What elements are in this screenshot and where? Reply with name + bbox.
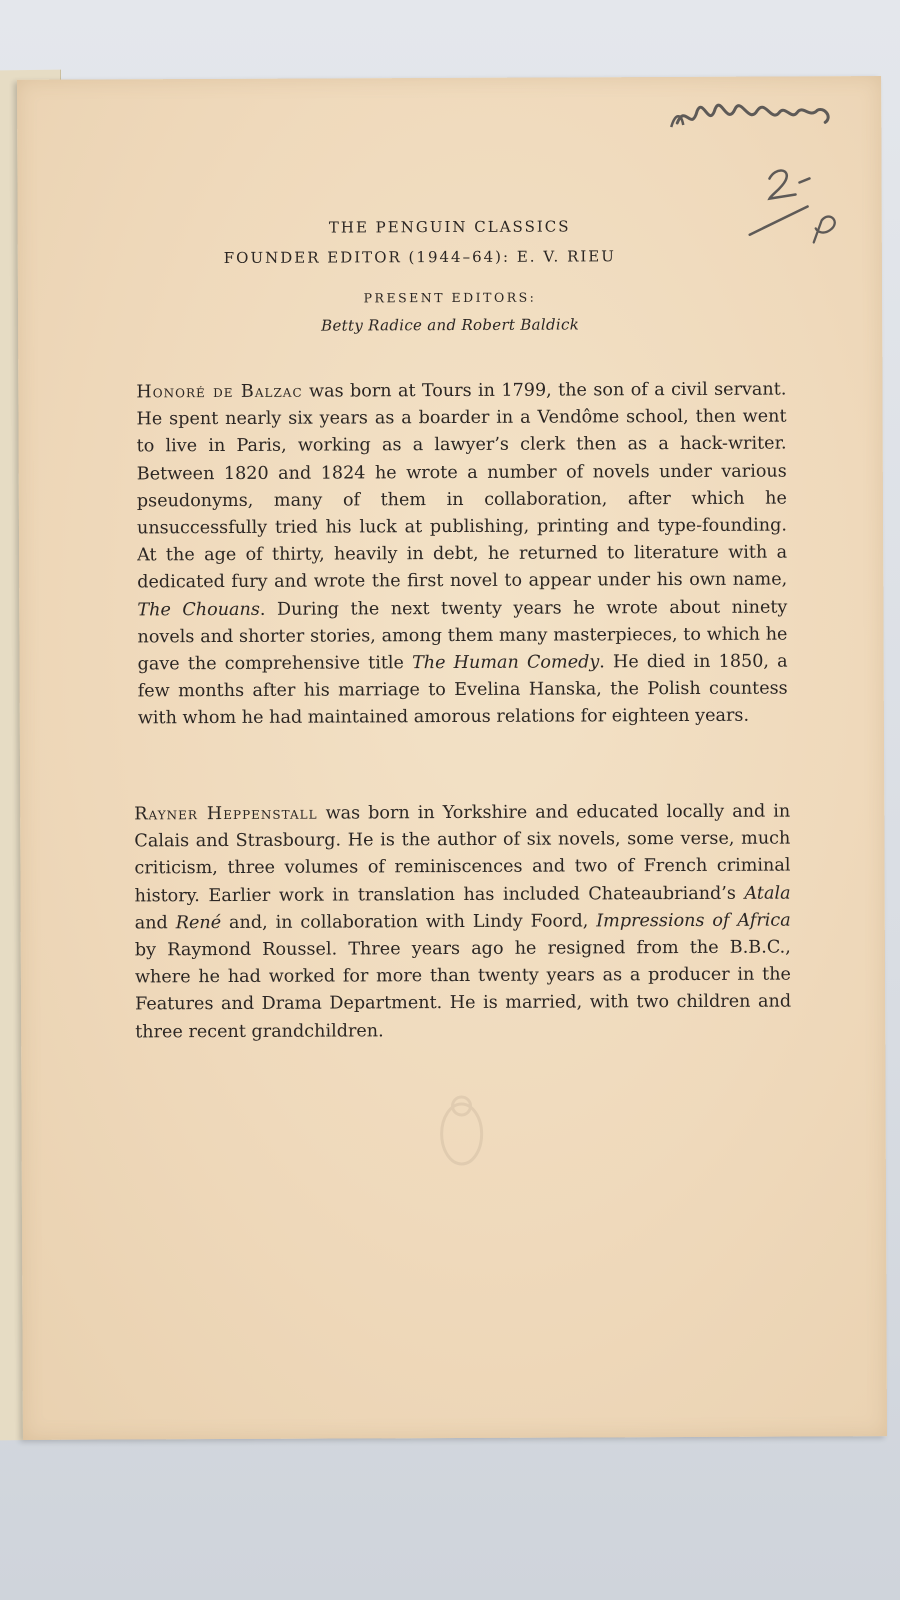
founder-editor-line: FOUNDER EDITOR (1944–64): E. V. RIEU: [223, 247, 616, 267]
present-editors-names: Betty Radice and Robert Baldick: [321, 315, 580, 335]
balzac-text-1: was born at Tours in 1799, the son of a civil servant. He spent nearly six years as a boarder in a Vendôme school, then went to live in Paris, working as a lawyer’s clerk then as a hack-writer. Between 1820 and 1824 he wrote a number of novels under various pseudonyms, many of them in collaboration, after which he unsuccessfully tried his luck at publishing, printing and type-founding. At the age of thirty, heavily in debt, he returned to literature with a dedicated fury and wrote the first novel to appear under his own name,: [136, 379, 788, 593]
balzac-name: Honoré de Balzac: [136, 381, 303, 403]
balzac-text-3: . He died in 1850, a few months after his marriage to Evelina Hanska, the Polish countess with whom he had maintained amorous relations for eighteen years.: [137, 651, 788, 729]
present-editors-label: PRESENT EDITORS:: [363, 289, 537, 306]
heppenstall-text-1: was born in Yorkshire and educated locally and in Calais and Strasbourg. He is the author of six novels, some verse, much criticism, three volumes of reminiscences and two of French criminal history. Earlier work in translation has included Chateaubriand’s: [134, 801, 791, 906]
heppenstall-title-rene: René: [175, 912, 222, 934]
heppenstall-text-4: by Raymond Roussel. Three years ago he resigned from the B.B.C., where he had worked for more than twenty years as a producer in the Features and Drama Department. He is married, with two children and three recent grandchildren.: [134, 937, 792, 1043]
heppenstall-text-3: and, in collaboration with Lindy Foord,: [221, 911, 597, 933]
balzac-title-chouans: The Chouans: [137, 599, 260, 620]
heppenstall-text-2: and: [134, 913, 176, 934]
heppenstall-title-atala: Atala: [744, 883, 791, 904]
series-title: THE PENGUIN CLASSICS: [328, 217, 571, 237]
balzac-text-2: . During the next twenty years he wrote about ninety novels and shorter stories, among them many masterpieces, to which he gave the comprehensive title: [137, 597, 788, 675]
heppenstall-name: Rayner Heppenstall: [134, 803, 318, 825]
page-text: [17, 76, 887, 1440]
book-page: [17, 76, 887, 1440]
balzac-biography: [136, 377, 788, 733]
heppenstall-title-impressions: Impressions of Africa: [596, 910, 791, 932]
balzac-title-human-comedy: The Human Comedy: [412, 652, 600, 674]
show-through-penguin-logo-icon: [431, 1088, 491, 1168]
heppenstall-biography: [134, 799, 791, 1047]
